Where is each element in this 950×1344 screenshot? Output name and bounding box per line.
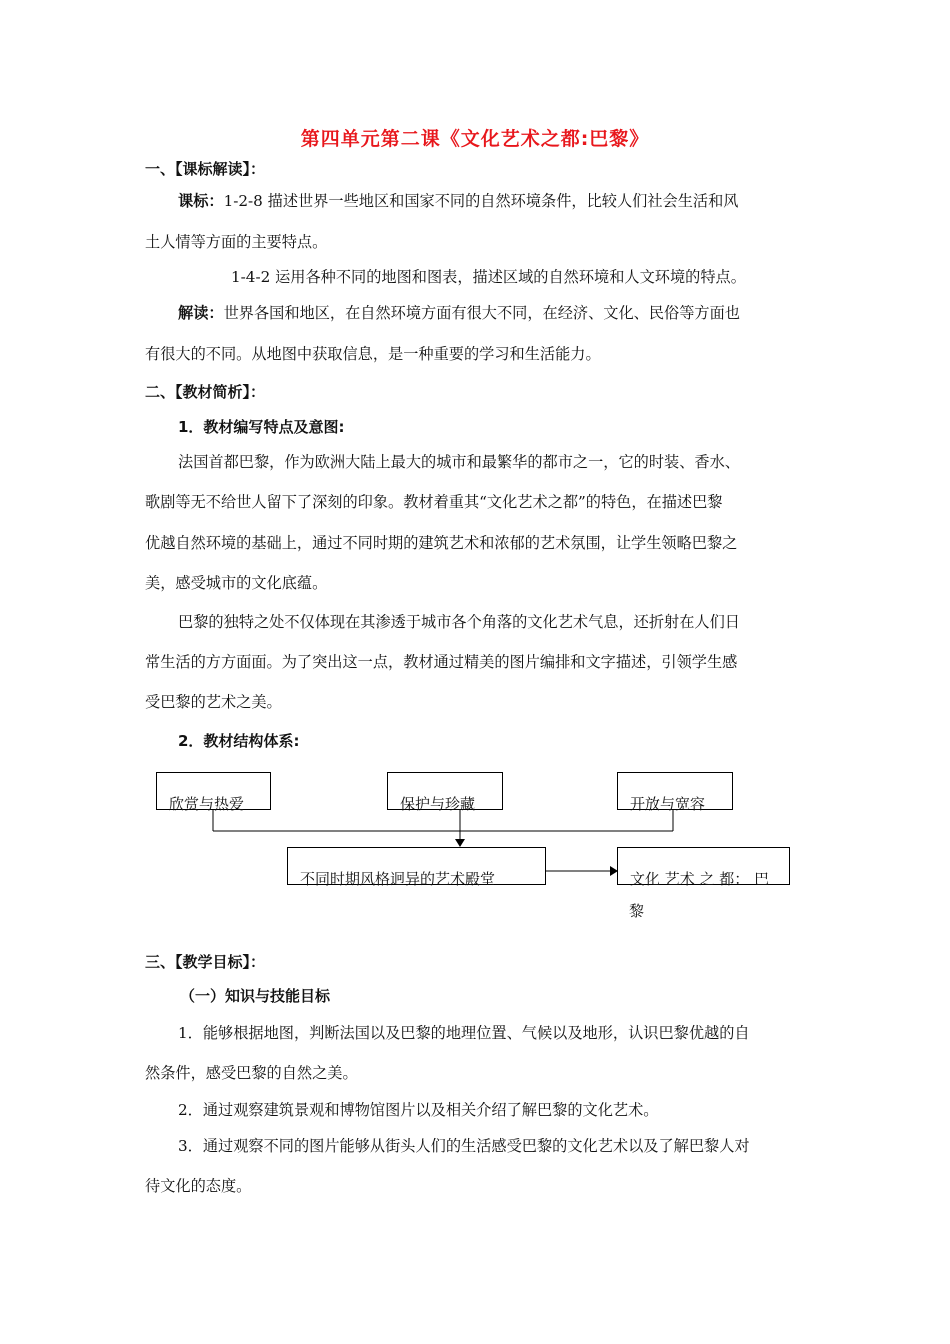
section2-sub1: 1．教材编写特点及意图: [178,418,345,436]
p2-line-3: 受巴黎的艺术之美。 [145,693,282,711]
box-art-palaces [287,847,546,888]
p1-line-2: 歌剧等无不给世人留下了深刻的印象。教材着重其“文化艺术之都”的特色，在描述巴黎 [145,493,723,511]
section3-sub1: （一）知识与技能目标 [180,987,331,1005]
standard-text-1: 1-2-8 描述世界一些地区和国家不同的自然环境条件，比较人们社会生活和风 [223,192,739,210]
standard-label: 课标： [178,192,224,210]
interp-label: 解读： [178,304,224,322]
goal1-line-2: 然条件，感受巴黎的自然之美。 [145,1064,358,1082]
goal1-line-1: 1．能够根据地图，判断法国以及巴黎的地理位置、气候以及地形，认识巴黎优越的自 [178,1024,750,1042]
box-appreciate-love [156,772,271,813]
interp-text-1: 世界各国和地区，在自然环境方面有很大不同，在经济、文化、民俗等方面也 [223,304,740,322]
goal2-line-1: 2．通过观察建筑景观和博物馆图片以及相关介绍了解巴黎的文化艺术。 [178,1101,659,1119]
goal3-line-2: 待文化的态度。 [145,1177,252,1195]
section1-heading: 一、【课标解读】： [145,160,266,178]
box5-label-line1: 文化 艺术 之 都： 巴 [630,870,770,888]
p1-line-4: 美，感受城市的文化底蕴。 [145,574,328,592]
goal3-line-1: 3．通过观察不同的图片能够从街头人们的生活感受巴黎的文化艺术以及了解巴黎人对 [178,1137,750,1155]
standard-line-3: 1-4-2 运用各种不同的地图和图表，描述区域的自然环境和人文环境的特点。 [231,268,746,286]
page-title: 第四单元第二课《文化艺术之都:巴黎》 [300,128,650,150]
p2-line-2: 常生活的方方面面。为了突出这一点，教材通过精美的图片编排和文字描述，引领学生感 [145,653,738,671]
p1-line-1: 法国首都巴黎，作为欧洲大陆上最大的城市和最繁华的都市之一，它的时装、香水、 [178,453,740,471]
section2-sub2: 2．教材结构体系: [178,732,300,750]
arrowhead-down [455,839,465,847]
box3-label: 开放与宽容 [630,795,706,813]
box4-label: 不同时期风格迥异的艺术殿堂 [300,870,496,888]
box2-label: 保护与珍藏 [400,795,476,813]
section2-heading: 二、【教材简析】： [145,383,266,401]
box-paris-capital [617,847,790,888]
box1-label: 欣赏与热爱 [169,795,245,813]
p2-line-1: 巴黎的独特之处不仅体现在其渗透于城市各个角落的文化艺术气息，还折射在人们日 [178,613,740,631]
box5-label-line2: 黎 [629,902,645,920]
box-open-tolerant [617,772,733,813]
standard-line-2: 土人情等方面的主要特点。 [145,233,328,251]
interp-line-2: 有很大的不同。从地图中获取信息，是一种重要的学习和生活能力。 [145,345,601,363]
p1-line-3: 优越自然环境的基础上，通过不同时期的建筑艺术和浓郁的艺术氛围，让学生领略巴黎之 [145,534,738,552]
section3-heading: 三、【教学目标】： [145,953,266,971]
box-protect-treasure [387,772,503,813]
